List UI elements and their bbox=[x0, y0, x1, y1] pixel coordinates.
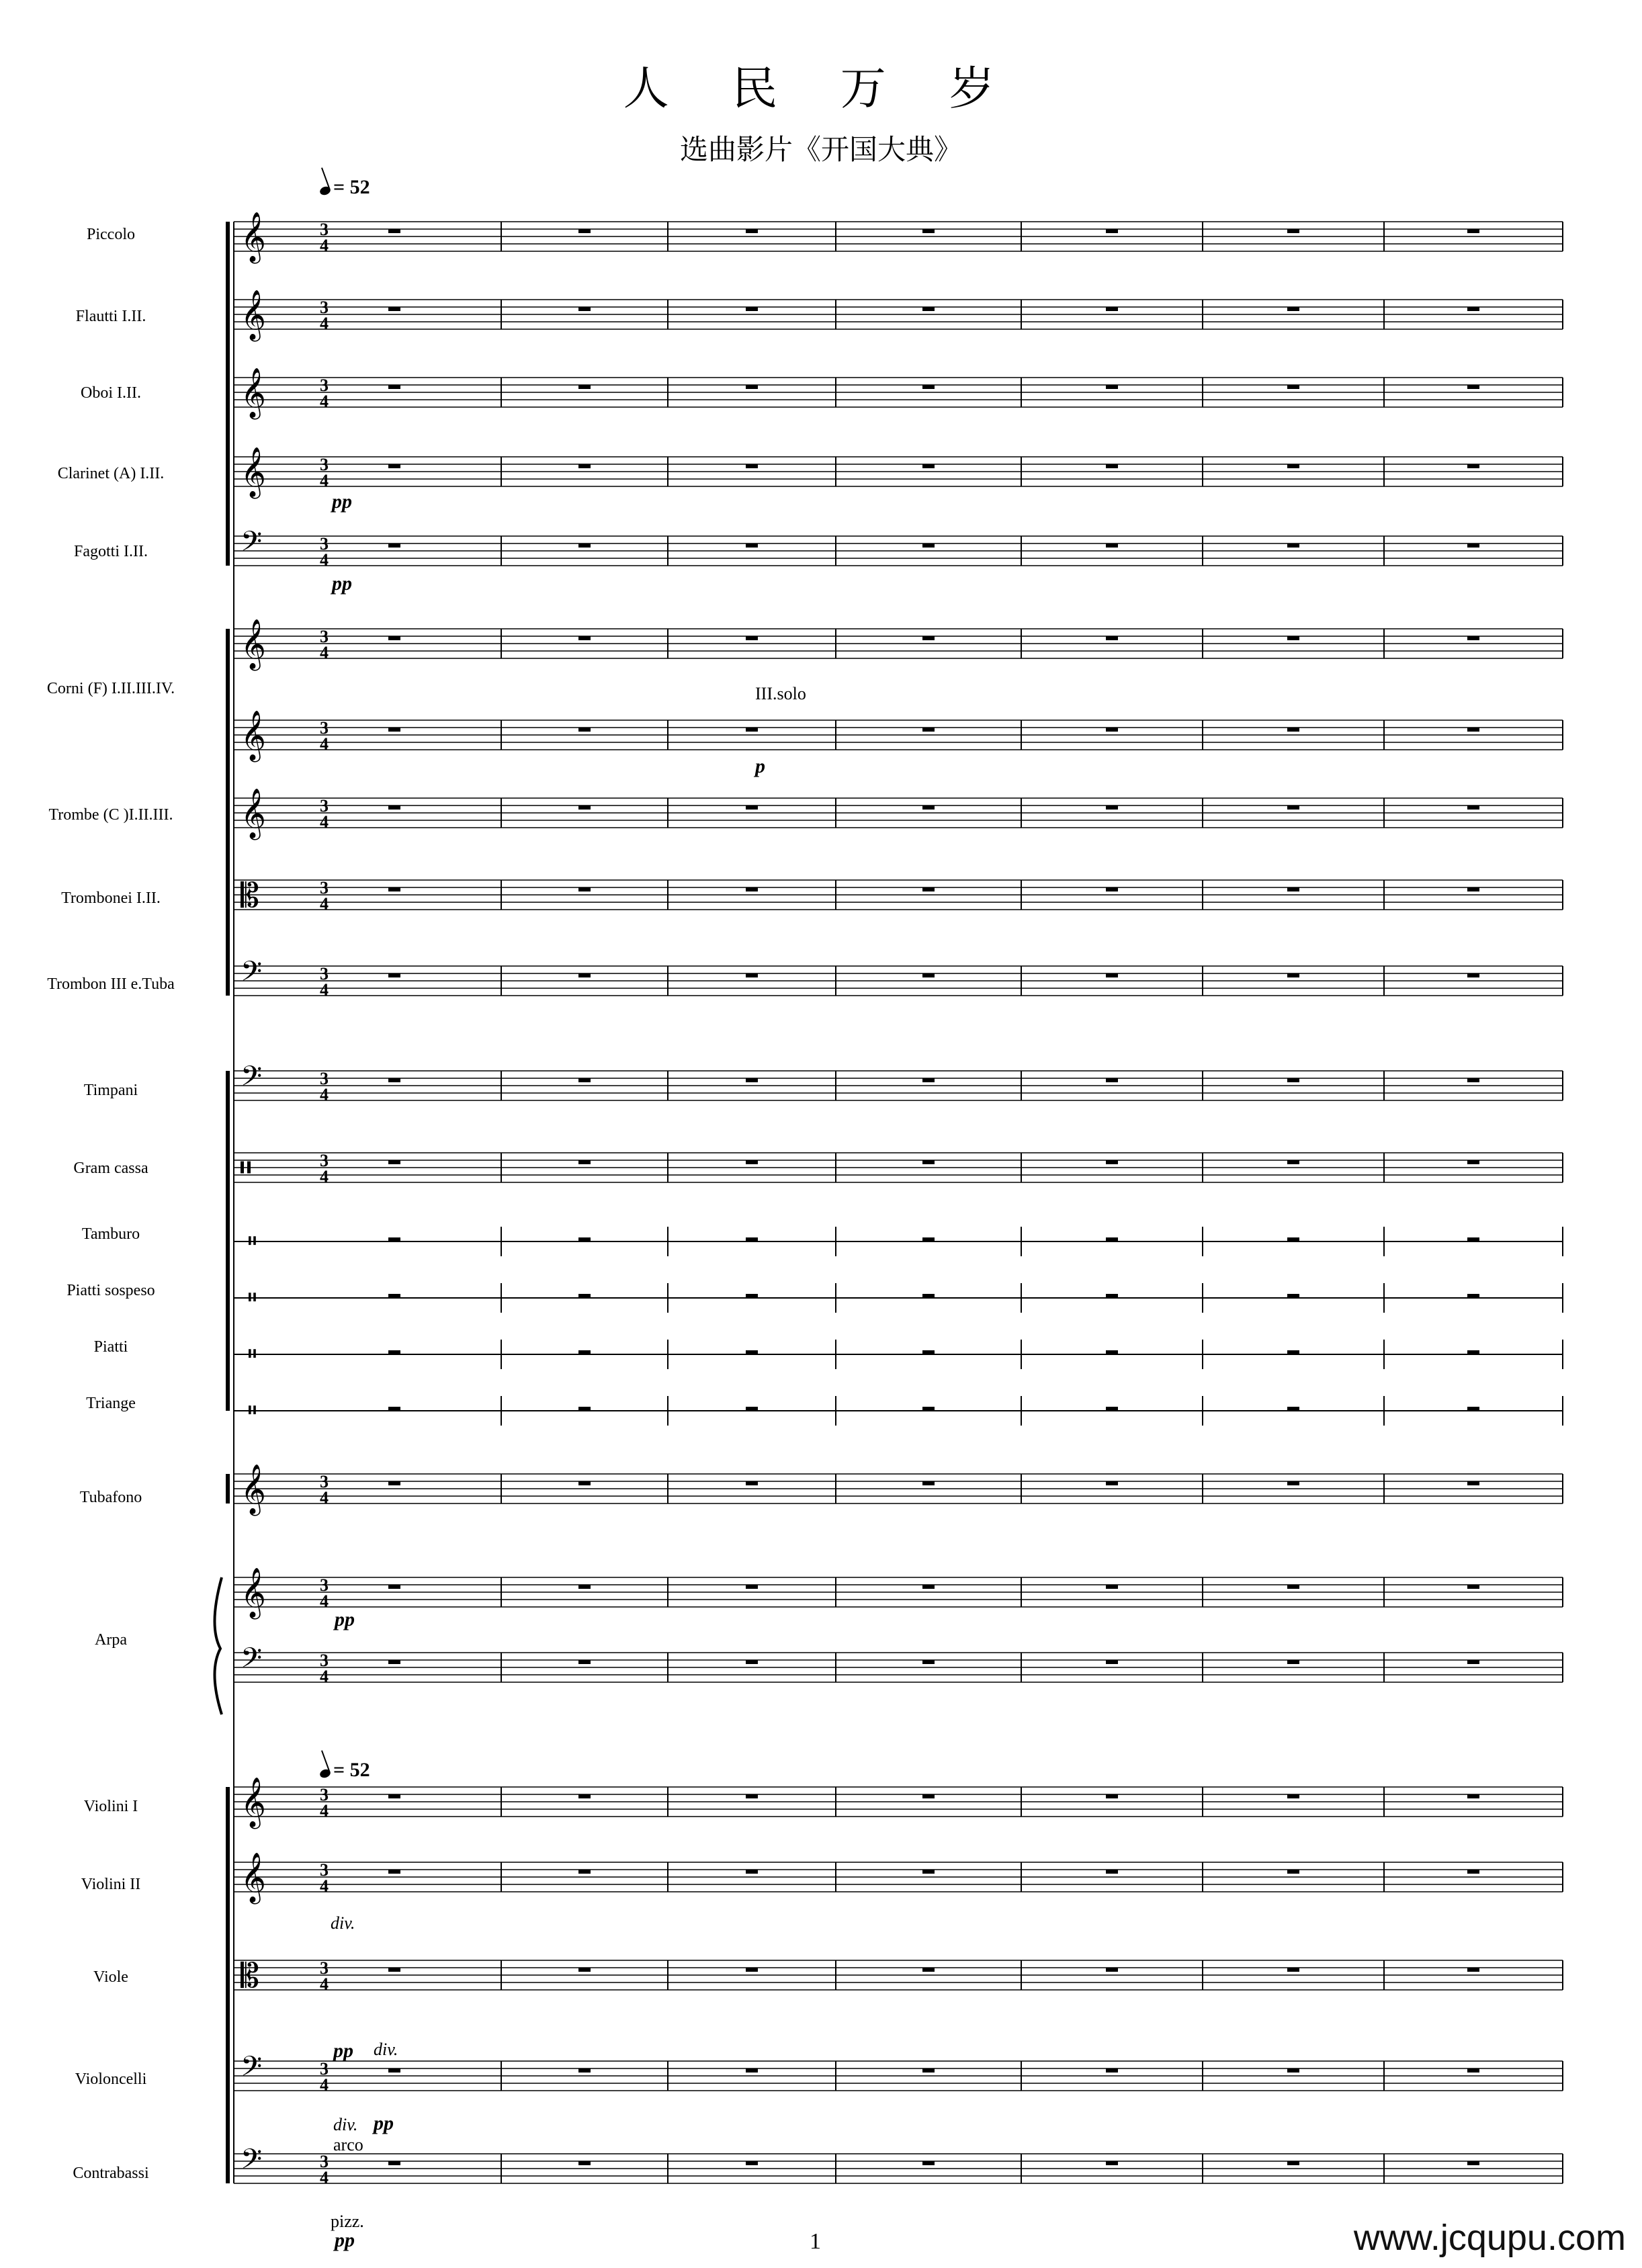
whole-rest bbox=[578, 1660, 591, 1664]
whole-rest bbox=[1467, 1160, 1479, 1164]
whole-rest bbox=[746, 464, 758, 468]
whole-rest bbox=[1287, 1870, 1299, 1874]
whole-rest bbox=[578, 1585, 591, 1589]
instrument-horns: Corni (F) I.II.III.IV. bbox=[46, 680, 175, 697]
whole-rest bbox=[1287, 1660, 1299, 1664]
whole-rest bbox=[1106, 1078, 1118, 1082]
time-signature-numerator: 3 bbox=[320, 1575, 329, 1595]
whole-rest bbox=[922, 1870, 935, 1874]
whole-rest bbox=[922, 307, 935, 311]
harp-brace-icon bbox=[214, 1577, 222, 1714]
whole-rest bbox=[1287, 385, 1299, 389]
tempo-marking-strings: = 52 bbox=[320, 1759, 370, 1782]
time-signature-numerator: 3 bbox=[320, 964, 329, 984]
instrument-piatti: Piatti bbox=[93, 1338, 128, 1356]
whole-rest bbox=[578, 307, 591, 311]
whole-rest bbox=[746, 1870, 758, 1874]
page-number: 1 bbox=[810, 2229, 821, 2254]
system-bracket bbox=[226, 1474, 230, 1503]
whole-rest bbox=[922, 1481, 935, 1485]
whole-rest bbox=[746, 1407, 758, 1411]
time-signature-denominator: 4 bbox=[320, 392, 329, 411]
treble-clef-icon: 𝄞 bbox=[241, 290, 266, 340]
whole-rest bbox=[1106, 2161, 1118, 2165]
time-signature-denominator: 4 bbox=[320, 314, 329, 333]
percussion-clef-icon: 𝄥 bbox=[249, 1397, 256, 1425]
whole-rest bbox=[578, 1294, 591, 1298]
whole-rest bbox=[1287, 1968, 1299, 1972]
treble-clef-icon: 𝄞 bbox=[241, 368, 266, 418]
cello-div-marking-2: div. bbox=[333, 2115, 358, 2134]
whole-rest bbox=[388, 2161, 400, 2165]
whole-rest bbox=[578, 229, 591, 233]
whole-rest bbox=[1467, 1078, 1479, 1082]
whole-rest bbox=[1106, 973, 1118, 977]
instrument-piatti-sospeso: Piatti sospeso bbox=[67, 1282, 155, 1299]
system-bracket bbox=[226, 629, 230, 996]
bass-clef-icon: 𝄢 bbox=[241, 2143, 263, 2182]
dynamic-bassoon: pp bbox=[332, 572, 352, 595]
whole-rest bbox=[1467, 1794, 1479, 1798]
whole-rest bbox=[746, 2161, 758, 2165]
whole-rest bbox=[922, 973, 935, 977]
whole-rest bbox=[746, 1968, 758, 1972]
instrument-violins-1: Violini I bbox=[83, 1798, 138, 1815]
whole-rest bbox=[1287, 464, 1299, 468]
whole-rest bbox=[746, 307, 758, 311]
whole-rest bbox=[1467, 887, 1479, 891]
whole-rest bbox=[1106, 805, 1118, 810]
time-signature-numerator: 3 bbox=[320, 796, 329, 816]
whole-rest bbox=[1287, 1160, 1299, 1164]
system-bracket bbox=[226, 1071, 230, 1411]
whole-rest bbox=[388, 1160, 400, 1164]
whole-rest bbox=[1106, 1968, 1118, 1972]
whole-rest bbox=[1287, 1794, 1299, 1798]
whole-rest bbox=[922, 636, 935, 640]
whole-rest bbox=[388, 1350, 400, 1354]
score-title: 人 民 万 岁 bbox=[623, 62, 1019, 116]
time-signature-numerator: 3 bbox=[320, 1151, 329, 1170]
whole-rest bbox=[1467, 1660, 1479, 1664]
whole-rest bbox=[1287, 1294, 1299, 1298]
whole-rest bbox=[922, 1794, 935, 1798]
time-signature-numerator: 3 bbox=[320, 1069, 329, 1088]
whole-rest bbox=[746, 636, 758, 640]
whole-rest bbox=[1106, 1407, 1118, 1411]
whole-rest bbox=[1106, 385, 1118, 389]
treble-clef-icon: 𝄞 bbox=[241, 619, 266, 669]
perc-clef-icon: 𝄥 bbox=[241, 1149, 251, 1188]
instrument-trombone-tuba: Trombon III e.Tuba bbox=[47, 975, 175, 993]
whole-rest bbox=[578, 385, 591, 389]
whole-rest bbox=[1287, 229, 1299, 233]
whole-rest bbox=[1467, 1407, 1479, 1411]
whole-rest bbox=[578, 1968, 591, 1972]
whole-rest bbox=[1467, 2068, 1479, 2073]
whole-rest bbox=[1467, 385, 1479, 389]
whole-rest bbox=[922, 728, 935, 732]
whole-rest bbox=[578, 1481, 591, 1485]
whole-rest bbox=[1287, 728, 1299, 732]
whole-rest bbox=[388, 1585, 400, 1589]
whole-rest bbox=[922, 543, 935, 548]
whole-rest bbox=[922, 229, 935, 233]
whole-rest bbox=[388, 1237, 400, 1241]
bass-clef-icon: 𝄢 bbox=[241, 955, 263, 994]
whole-rest bbox=[746, 1794, 758, 1798]
whole-rest bbox=[1106, 1294, 1118, 1298]
whole-rest bbox=[922, 805, 935, 810]
whole-rest bbox=[388, 1407, 400, 1411]
whole-rest bbox=[578, 1870, 591, 1874]
whole-rest bbox=[922, 1585, 935, 1589]
time-signature-denominator: 4 bbox=[320, 1488, 329, 1508]
time-signature-numerator: 3 bbox=[320, 376, 329, 395]
time-signature-denominator: 4 bbox=[320, 1167, 329, 1186]
percussion-clef-icon: 𝄥 bbox=[249, 1341, 256, 1368]
whole-rest bbox=[388, 229, 400, 233]
whole-rest bbox=[922, 1660, 935, 1664]
whole-rest bbox=[578, 1407, 591, 1411]
whole-rest bbox=[578, 1237, 591, 1241]
whole-rest bbox=[1467, 728, 1479, 732]
system-bracket bbox=[226, 1787, 230, 2183]
whole-rest bbox=[388, 728, 400, 732]
instrument-violas: Viole bbox=[93, 1968, 128, 1986]
time-signature-numerator: 3 bbox=[320, 298, 329, 317]
alto-clef-icon: 𝄡 bbox=[241, 876, 259, 915]
percussion-clef-icon: 𝄥 bbox=[249, 1284, 256, 1312]
time-signature-numerator: 3 bbox=[320, 627, 329, 646]
whole-rest bbox=[578, 728, 591, 732]
whole-rest bbox=[746, 2068, 758, 2073]
treble-clef-icon: 𝄞 bbox=[241, 711, 266, 760]
whole-rest bbox=[1287, 887, 1299, 891]
bass-clef-icon: 𝄢 bbox=[241, 1642, 263, 1681]
whole-rest bbox=[1106, 887, 1118, 891]
whole-rest bbox=[746, 1481, 758, 1485]
whole-rest bbox=[578, 1794, 591, 1798]
whole-rest bbox=[922, 1407, 935, 1411]
whole-rest bbox=[388, 887, 400, 891]
dynamic-harp: pp bbox=[335, 1608, 355, 1630]
instrument-violins-2: Violini II bbox=[81, 1876, 141, 1893]
whole-rest bbox=[1467, 1968, 1479, 1972]
treble-clef-icon: 𝄞 bbox=[241, 212, 266, 262]
whole-rest bbox=[1467, 636, 1479, 640]
whole-rest bbox=[746, 1660, 758, 1664]
dynamic-horn: p bbox=[755, 755, 765, 777]
whole-rest bbox=[1287, 543, 1299, 548]
whole-rest bbox=[746, 887, 758, 891]
time-signature-numerator: 3 bbox=[320, 718, 329, 738]
whole-rest bbox=[1106, 1481, 1118, 1485]
whole-rest bbox=[1467, 1350, 1479, 1354]
instrument-tubafono: Tubafono bbox=[79, 1489, 142, 1506]
whole-rest bbox=[1287, 2068, 1299, 2073]
whole-rest bbox=[746, 1078, 758, 1082]
whole-rest bbox=[1106, 1794, 1118, 1798]
whole-rest bbox=[1106, 2068, 1118, 2073]
instrument-contrabasses: Contrabassi bbox=[73, 2165, 149, 2182]
whole-rest bbox=[388, 1870, 400, 1874]
time-signature-denominator: 4 bbox=[320, 2075, 329, 2095]
whole-rest bbox=[388, 805, 400, 810]
whole-rest bbox=[578, 1078, 591, 1082]
whole-rest bbox=[388, 385, 400, 389]
horn-solo-marking: III.solo bbox=[755, 684, 806, 703]
time-signature-numerator: 3 bbox=[320, 2152, 329, 2171]
bass-clef-icon: 𝄢 bbox=[241, 1060, 263, 1099]
score-subtitle: 选曲影片《开国大典》 bbox=[679, 133, 962, 166]
time-signature-denominator: 4 bbox=[320, 1974, 329, 1994]
whole-rest bbox=[1106, 543, 1118, 548]
whole-rest bbox=[1287, 1078, 1299, 1082]
whole-rest bbox=[388, 1968, 400, 1972]
instrument-timpani: Timpani bbox=[83, 1082, 138, 1099]
whole-rest bbox=[578, 973, 591, 977]
time-signature-numerator: 3 bbox=[320, 878, 329, 898]
time-signature-numerator: 3 bbox=[320, 1958, 329, 1978]
whole-rest bbox=[922, 2161, 935, 2165]
cello-div-marking: div. bbox=[374, 2040, 398, 2059]
treble-clef-icon: 𝄞 bbox=[241, 1853, 266, 1903]
whole-rest bbox=[1287, 1407, 1299, 1411]
time-signature-denominator: 4 bbox=[320, 2168, 329, 2187]
whole-rest bbox=[746, 1160, 758, 1164]
instrument-flutes: Flautti I.II. bbox=[75, 308, 146, 325]
system-bracket bbox=[226, 222, 230, 566]
whole-rest bbox=[388, 636, 400, 640]
whole-rest bbox=[1467, 1870, 1479, 1874]
percussion-clef-icon: 𝄥 bbox=[249, 1228, 256, 1256]
time-signature-denominator: 4 bbox=[320, 734, 329, 754]
whole-rest bbox=[578, 636, 591, 640]
time-signature-numerator: 3 bbox=[320, 1860, 329, 1880]
whole-rest bbox=[1106, 307, 1118, 311]
viola-div-marking: div. bbox=[331, 1913, 355, 1933]
whole-rest bbox=[1287, 307, 1299, 311]
time-signature-denominator: 4 bbox=[320, 1085, 329, 1104]
whole-rest bbox=[1467, 229, 1479, 233]
whole-rest bbox=[1287, 1585, 1299, 1589]
time-signature-denominator: 4 bbox=[320, 1591, 329, 1611]
whole-rest bbox=[578, 2068, 591, 2073]
time-signature-denominator: 4 bbox=[320, 471, 329, 490]
whole-rest bbox=[388, 1078, 400, 1082]
whole-rest bbox=[1467, 1237, 1479, 1241]
whole-rest bbox=[922, 1350, 935, 1354]
whole-rest bbox=[1106, 1660, 1118, 1664]
time-signature-denominator: 4 bbox=[320, 1801, 329, 1821]
instrument-triangle: Triange bbox=[86, 1395, 136, 1412]
whole-rest bbox=[922, 1160, 935, 1164]
time-signature-denominator: 4 bbox=[320, 1667, 329, 1686]
whole-rest bbox=[1106, 1350, 1118, 1354]
time-signature-numerator: 3 bbox=[320, 1651, 329, 1670]
watermark-text: www.jcqupu.com bbox=[1353, 2218, 1626, 2258]
instrument-clarinets: Clarinet (A) I.II. bbox=[57, 465, 165, 482]
whole-rest bbox=[388, 1294, 400, 1298]
time-signature-denominator: 4 bbox=[320, 236, 329, 255]
whole-rest bbox=[1287, 1237, 1299, 1241]
whole-rest bbox=[578, 1160, 591, 1164]
whole-rest bbox=[388, 2068, 400, 2073]
whole-rest bbox=[1467, 973, 1479, 977]
time-signature-denominator: 4 bbox=[320, 812, 329, 832]
whole-rest bbox=[578, 805, 591, 810]
treble-clef-icon: 𝄞 bbox=[241, 1568, 266, 1618]
whole-rest bbox=[922, 464, 935, 468]
time-signature-numerator: 3 bbox=[320, 1472, 329, 1491]
whole-rest bbox=[1287, 805, 1299, 810]
whole-rest bbox=[1287, 2161, 1299, 2165]
treble-clef-icon: 𝄞 bbox=[241, 1778, 266, 1827]
instrument-harp: Arpa bbox=[95, 1631, 127, 1649]
instrument-tamburo: Tamburo bbox=[81, 1225, 140, 1243]
whole-rest bbox=[388, 973, 400, 977]
whole-rest bbox=[746, 973, 758, 977]
time-signature-denominator: 4 bbox=[320, 550, 329, 570]
whole-rest bbox=[578, 543, 591, 548]
whole-rest bbox=[1106, 464, 1118, 468]
whole-rest bbox=[746, 1237, 758, 1241]
whole-rest bbox=[922, 1968, 935, 1972]
whole-rest bbox=[578, 1350, 591, 1354]
bass-clef-icon: 𝄢 bbox=[241, 525, 263, 564]
whole-rest bbox=[1106, 728, 1118, 732]
whole-rest bbox=[922, 887, 935, 891]
whole-rest bbox=[746, 543, 758, 548]
whole-rest bbox=[746, 229, 758, 233]
whole-rest bbox=[578, 464, 591, 468]
whole-rest bbox=[1467, 543, 1479, 548]
whole-rest bbox=[1467, 1585, 1479, 1589]
whole-rest bbox=[578, 887, 591, 891]
whole-rest bbox=[1106, 1160, 1118, 1164]
instrument-trumpets: Trombe (C )I.II.III. bbox=[48, 806, 173, 824]
whole-rest bbox=[922, 385, 935, 389]
whole-rest bbox=[1467, 2161, 1479, 2165]
dynamic-contrabass: pp bbox=[335, 2229, 355, 2251]
whole-rest bbox=[1467, 307, 1479, 311]
whole-rest bbox=[922, 1237, 935, 1241]
whole-rest bbox=[578, 2161, 591, 2165]
tempo-marking-top: = 52 bbox=[320, 176, 370, 199]
whole-rest bbox=[746, 1585, 758, 1589]
whole-rest bbox=[1287, 636, 1299, 640]
whole-rest bbox=[1106, 229, 1118, 233]
time-signature-numerator: 3 bbox=[320, 455, 329, 474]
whole-rest bbox=[1467, 1294, 1479, 1298]
whole-rest bbox=[1106, 636, 1118, 640]
contrabass-arco-marking: arco bbox=[333, 2135, 363, 2154]
time-signature-denominator: 4 bbox=[320, 980, 329, 1000]
whole-rest bbox=[388, 307, 400, 311]
instrument-oboes: Oboi I.II. bbox=[81, 384, 141, 402]
treble-clef-icon: 𝄞 bbox=[241, 447, 266, 497]
whole-rest bbox=[1287, 1350, 1299, 1354]
dynamic-cello: pp bbox=[374, 2112, 394, 2134]
whole-rest bbox=[1287, 1481, 1299, 1485]
time-signature-denominator: 4 bbox=[320, 643, 329, 662]
dynamic-clarinet: pp bbox=[332, 490, 352, 513]
whole-rest bbox=[1106, 1870, 1118, 1874]
whole-rest bbox=[388, 543, 400, 548]
whole-rest bbox=[746, 1294, 758, 1298]
treble-clef-icon: 𝄞 bbox=[241, 789, 266, 838]
time-signature-numerator: 3 bbox=[320, 220, 329, 239]
whole-rest bbox=[1106, 1585, 1118, 1589]
instrument-trombones: Trombonei I.II. bbox=[61, 889, 161, 907]
bass-clef-icon: 𝄢 bbox=[241, 2050, 263, 2089]
whole-rest bbox=[388, 1481, 400, 1485]
whole-rest bbox=[1467, 805, 1479, 810]
time-signature-numerator: 3 bbox=[320, 534, 329, 554]
time-signature-denominator: 4 bbox=[320, 894, 329, 914]
time-signature-numerator: 3 bbox=[320, 2059, 329, 2079]
contrabass-pizz-marking: pizz. bbox=[331, 2212, 364, 2231]
whole-rest bbox=[1467, 1481, 1479, 1485]
instrument-piccolo: Piccolo bbox=[87, 226, 135, 243]
whole-rest bbox=[388, 1660, 400, 1664]
time-signature-denominator: 4 bbox=[320, 1876, 329, 1896]
whole-rest bbox=[922, 1294, 935, 1298]
whole-rest bbox=[746, 728, 758, 732]
time-signature-numerator: 3 bbox=[320, 1785, 329, 1804]
whole-rest bbox=[1467, 464, 1479, 468]
whole-rest bbox=[388, 464, 400, 468]
treble-clef-icon: 𝄞 bbox=[241, 1465, 266, 1514]
instrument-cellos: Violoncelli bbox=[75, 2070, 147, 2088]
whole-rest bbox=[922, 2068, 935, 2073]
instrument-bassoons: Fagotti I.II. bbox=[74, 543, 148, 560]
whole-rest bbox=[1287, 973, 1299, 977]
dynamic-viola: pp bbox=[333, 2040, 353, 2062]
whole-rest bbox=[388, 1794, 400, 1798]
whole-rest bbox=[746, 805, 758, 810]
instrument-gran-cassa: Gram cassa bbox=[73, 1160, 148, 1177]
whole-rest bbox=[1106, 1237, 1118, 1241]
whole-rest bbox=[746, 385, 758, 389]
whole-rest bbox=[746, 1350, 758, 1354]
whole-rest bbox=[922, 1078, 935, 1082]
alto-clef-icon: 𝄡 bbox=[241, 1956, 259, 1995]
